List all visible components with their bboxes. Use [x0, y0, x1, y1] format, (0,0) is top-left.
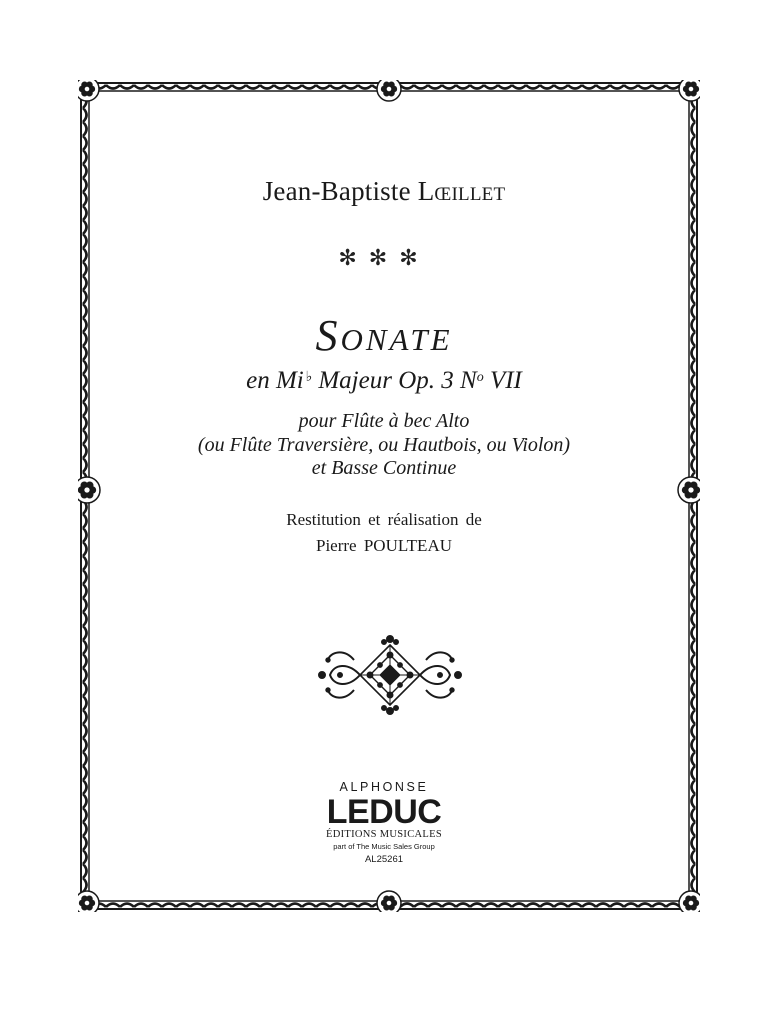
flat-icon: ♭ [305, 370, 313, 385]
instrumentation-line-2: (ou Flûte Traversière, ou Hautbois, ou Violon) [197, 434, 571, 456]
number-prefix: N [460, 367, 477, 394]
instrumentation-line-1: pour Flûte à bec Alto [298, 410, 470, 432]
floral-ornament [318, 634, 462, 716]
composer-last-name: Lœillet [417, 176, 506, 206]
publisher-subtitle: ÉDITIONS MUSICALES [326, 829, 442, 840]
work-title-text: Sonate [315, 311, 453, 360]
publisher-logo: LEDUC [326, 792, 442, 832]
key-prefix: en Mi [246, 367, 304, 394]
catalog-number: AL25261 [364, 854, 404, 865]
instrumentation-line-3: et Basse Continue [311, 457, 457, 479]
publisher-name: ALPHONSE [339, 780, 429, 794]
key-and-opus [0, 367, 768, 395]
star-separator: ✻✻✻ [338, 245, 430, 270]
arranger-last-name: POULTEAU [363, 536, 452, 555]
key-suffix: Majeur Op. 3 [318, 367, 454, 394]
arranger-first-name: Pierre [316, 536, 357, 555]
composer-name [0, 176, 768, 207]
arranger-name [0, 536, 768, 556]
composer-first-name: Jean-Baptiste [262, 176, 411, 206]
publisher-group: part of The Music Sales Group [333, 842, 435, 851]
opus-number: VII [489, 367, 522, 394]
credit-line: Restitution et réalisation de [286, 510, 482, 529]
number-sign [460, 367, 484, 394]
work-title [0, 310, 768, 361]
number-superscript: o [476, 370, 484, 385]
